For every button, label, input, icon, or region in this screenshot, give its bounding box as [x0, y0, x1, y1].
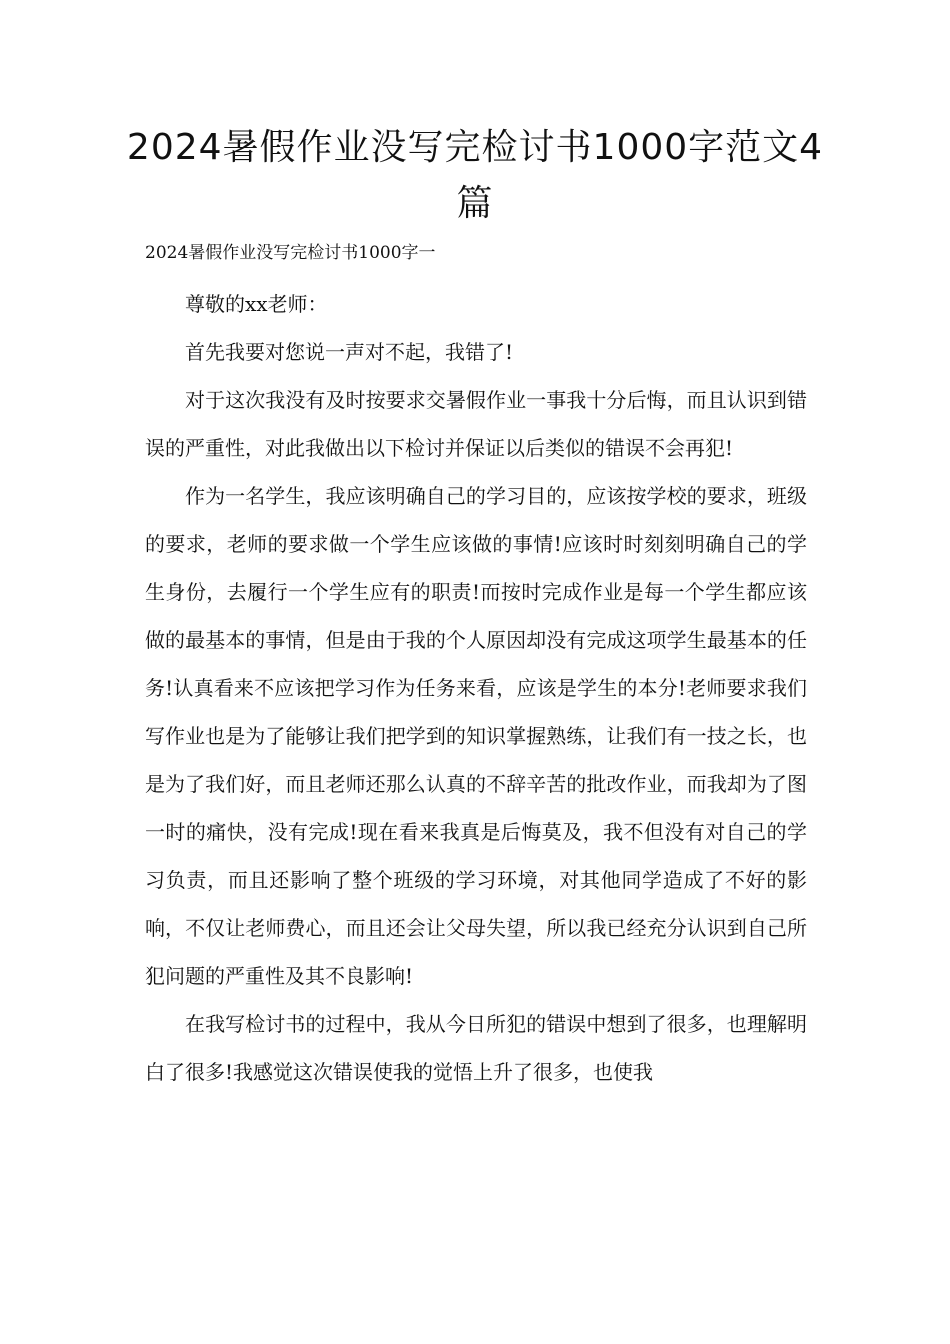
document-title: 2024暑假作业没写完检讨书1000字范文4篇 [126, 127, 824, 224]
document-body [145, 280, 807, 1096]
salutation: 尊敬的xx老师： [185, 292, 328, 316]
paragraph: 在我写检讨书的过程中，我从今日所犯的错误中想到了很多，也理解明白了很多!我感觉这次错误使我的觉悟上升了很多，也使我 [145, 1012, 807, 1084]
paragraph: 对于这次我没有及时按要求交暑假作业一事我十分后悔，而且认识到错误的严重性，对此我做出以下检讨并保证以后类似的错误不会再犯! [145, 388, 807, 460]
paragraph: 作为一名学生，我应该明确自己的学习目的，应该按学校的要求，班级的要求，老师的要求做一个学生应该做的事情!应该时时刻刻明确自己的学生身份，去履行一个学生应有的职责!而按时完成作业是每一个学生都应该做的最基本的事情，但是由于我的个人原因却没有完成这项学生最基本的任务!认真看来不应该把学习作为任务来看，应该是学生的本分!老师要求我们写作业也是为了能够让我们把学到的知识掌握熟练，让我们有一技之长，也是为了我们好，而且老师还那么认真的不辞辛苦的批改作业，而我却为了图一时的痛快，没有完成!现在看来我真是后悔莫及，我不但没有对自己的学习负责，而且还影响了整个班级的学习环境，对其他同学造成了不好的影响，不仅让老师费心，而且还会让父母失望，所以我已经充分认识到自己所犯问题的严重性及其不良影响! [145, 484, 807, 988]
paragraph: 首先我要对您说一声对不起，我错了! [185, 340, 514, 364]
section-heading: 2024暑假作业没写完检讨书1000字一 [145, 243, 436, 263]
